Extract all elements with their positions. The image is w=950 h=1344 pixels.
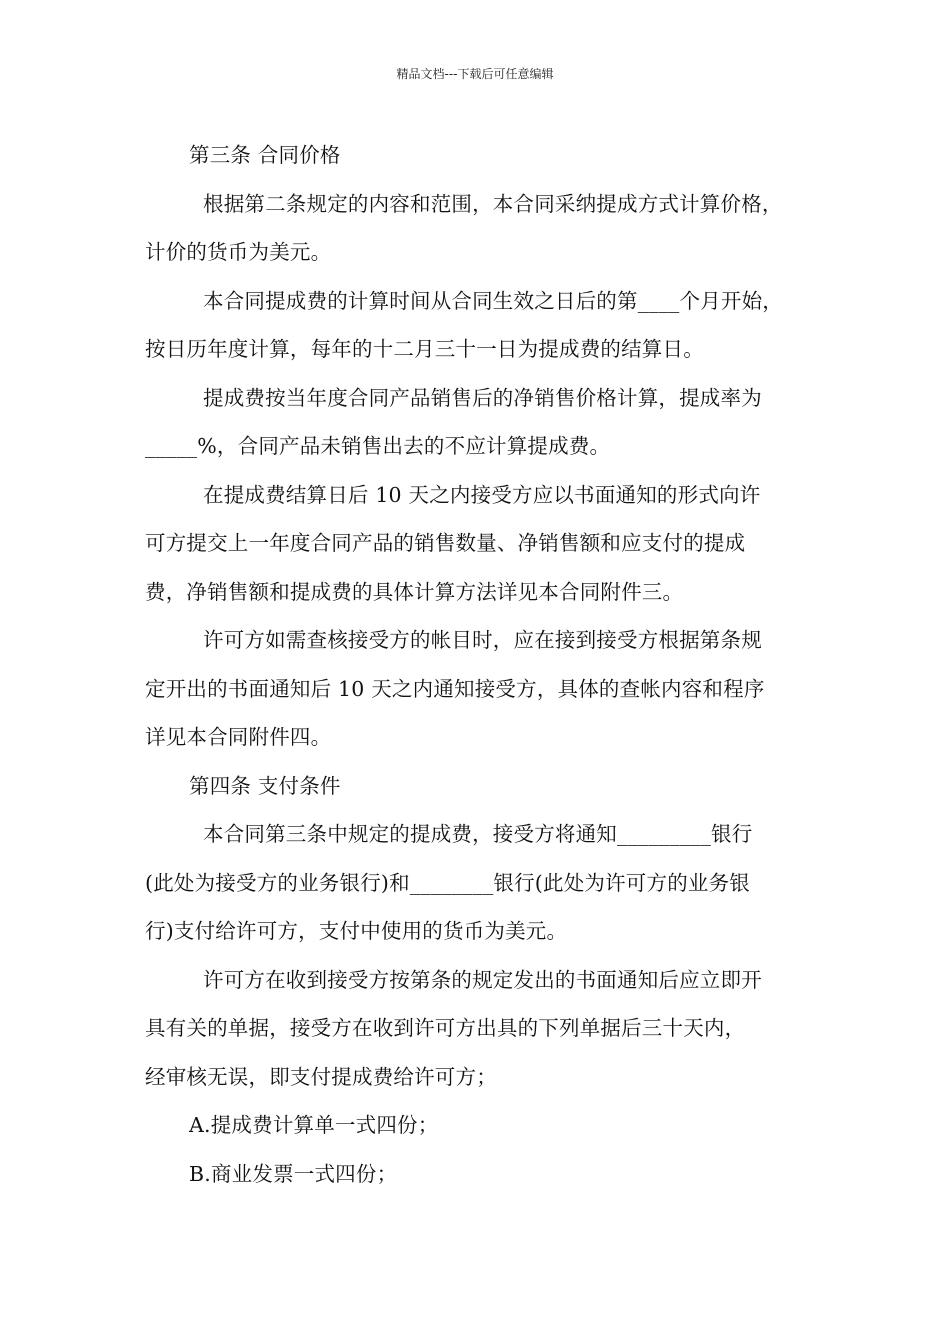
text-line: 定开出的书面通知后 10 天之内通知接受方，具体的查帐内容和程序 <box>145 676 765 701</box>
text-line: B.商业发票一式四份； <box>189 1161 398 1186</box>
text-line: 费，净销售额和提成费的具体计算方法详见本合同附件三。 <box>145 579 684 604</box>
text-line: 本合同第三条中规定的提成费，接受方将通知_________银行 <box>203 822 753 846</box>
paragraph <box>145 810 810 956</box>
text-line: 本合同提成费的计算时间从合同生效之日后的第____个月开始， <box>203 288 783 313</box>
page-header: 精品文档---下载后可任意编辑 <box>396 67 554 81</box>
paragraph <box>145 956 810 1102</box>
list-item <box>145 1150 810 1199</box>
text-line: 提成费按当年度合同产品销售后的净销售价格计算，提成率为 <box>203 385 762 410</box>
text-line: A.提成费计算单一式四份； <box>189 1113 439 1137</box>
text-line: _____%，合同产品未销售出去的不应计算提成费。 <box>145 434 611 458</box>
article-heading-3 <box>145 131 810 180</box>
text-line: 按日历年度计算，每年的十二月三十一日为提成费的结算日。 <box>145 337 704 361</box>
text-line: 具有关的单据，接受方在收到许可方出具的下列单据后三十天内， <box>145 1016 746 1040</box>
text-line: 第三条 合同价格 <box>189 143 341 167</box>
text-line: 在提成费结算日后 10 天之内接受方应以书面通知的形式向许 <box>203 482 761 507</box>
text-line: 根据第二条规定的内容和范围，本合同采纳提成方式计算价格， <box>203 191 783 216</box>
text-line: 经审核无误，即支付提成费给许可方； <box>145 1064 497 1089</box>
text-line: 许可方如需查核接受方的帐目时，应在接到接受方根据第条规 <box>203 628 762 652</box>
text-line: 可方提交上一年度合同产品的销售数量、净销售额和应支付的提成 <box>145 531 746 555</box>
text-line: 第四条 支付条件 <box>189 773 341 798</box>
paragraph <box>145 471 810 617</box>
list-item <box>145 1101 810 1150</box>
paragraph <box>145 277 810 374</box>
text-line: 许可方在收到接受方按第条的规定发出的书面通知后应立即开 <box>203 967 762 992</box>
paragraph <box>145 374 810 471</box>
paragraph <box>145 180 810 277</box>
article-heading-4 <box>145 762 810 811</box>
text-line: (此处为接受方的业务银行)和________银行(此处为许可方的业务银 <box>145 870 750 895</box>
document-body <box>145 131 810 1198</box>
paragraph <box>145 616 810 762</box>
text-line: 计价的货币为美元。 <box>145 240 332 264</box>
text-line: 详见本合同附件四。 <box>145 725 332 749</box>
text-line: 行)支付给许可方，支付中使用的货币为美元。 <box>145 919 568 943</box>
